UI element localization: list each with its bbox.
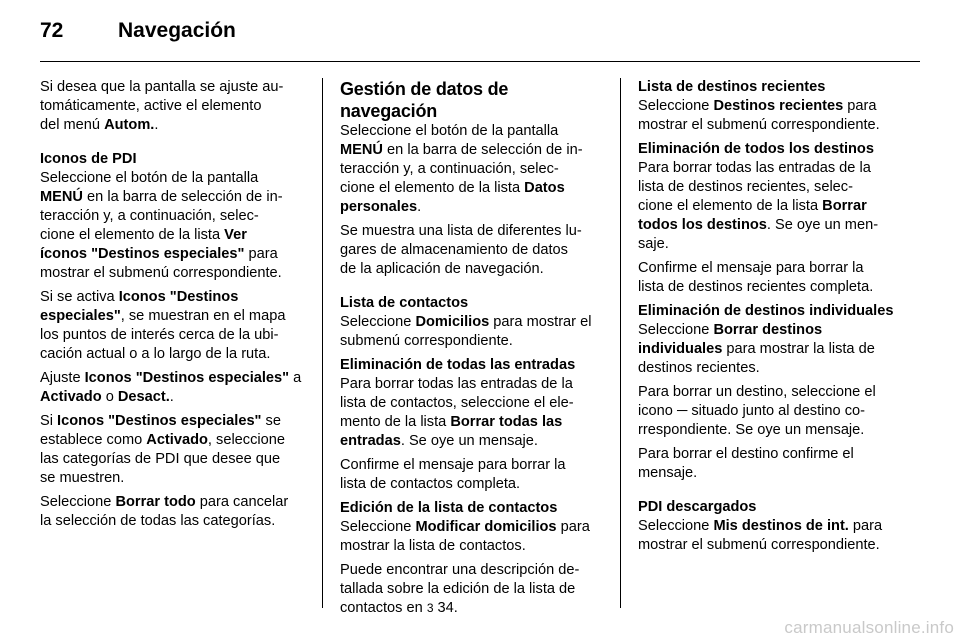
menu-term: Autom. [104, 117, 155, 133]
menu-term: Borrar destinos [713, 322, 823, 338]
text: para cancelar [195, 494, 289, 510]
text: mensaje. [638, 465, 698, 481]
menu-term: Borrar [822, 198, 867, 214]
menu-term: Mis destinos de int. [713, 518, 849, 534]
text: contactos en [340, 600, 427, 616]
page-number: 72 [40, 19, 64, 42]
text: gares de almacenamiento de datos [340, 242, 568, 258]
heading-poi-icons: Iconos de PDI [40, 151, 137, 167]
text: para [843, 98, 877, 114]
text: submenú correspondiente. [340, 333, 513, 349]
menu-term: entradas [340, 433, 401, 449]
menu-term: Modificar domicilios [415, 519, 557, 535]
menu-term: MENÚ [40, 189, 83, 205]
text: mostrar el submenú correspondiente. [40, 265, 282, 281]
paragraph-confirm-one [638, 445, 908, 483]
text: cación actual o a lo largo de la ruta. [40, 346, 271, 362]
paragraph-delete-individual [638, 321, 908, 378]
paragraph-edit-reference [340, 561, 606, 618]
text: mostrar la lista de contactos. [340, 538, 526, 554]
text: . [169, 389, 174, 405]
text: . Se oye un mensaje. [400, 433, 538, 449]
column-divider-right [620, 78, 621, 608]
paragraph-poi-activate [40, 288, 308, 364]
watermark: carmanualsonline.info [784, 618, 954, 637]
text: teracción y, a continuación, selec- [340, 161, 559, 177]
text: o [101, 389, 118, 405]
paragraph-poi-clear [40, 493, 308, 531]
text: Seleccione el botón de la pantalla [40, 170, 259, 186]
text: . [154, 117, 159, 133]
heading-downloaded-poi: PDI descargados [638, 499, 757, 515]
heading-edit-contacts: Edición de la lista de contactos [340, 500, 558, 516]
text: . [417, 199, 422, 215]
text: para [244, 246, 278, 262]
text: la selección de todas las categorías. [40, 513, 276, 529]
text: , se muestran en el mapa [120, 308, 286, 324]
menu-term: todos los destinos [638, 217, 767, 233]
text: Seleccione [638, 98, 714, 114]
text: en la barra de selección de in- [82, 189, 283, 205]
text: mostrar el submenú correspondiente. [638, 117, 880, 133]
text: las categorías de PDI que desee que [40, 451, 281, 467]
text: situado junto al destino co- [687, 403, 865, 419]
text: saje. [638, 236, 669, 252]
minus-icon: ─ [676, 403, 688, 419]
menu-term: Borrar todo [115, 494, 196, 510]
text: Ajuste [40, 370, 85, 386]
text: tallada sobre la edición de la lista de [340, 581, 576, 597]
text: establece como [40, 432, 147, 448]
text: Se muestra una lista de diferentes lu- [340, 223, 582, 239]
heading-contact-list: Lista de contactos [340, 295, 469, 311]
page-reference-icon: 3 [426, 601, 434, 615]
text: teracción y, a continuación, selec- [40, 208, 259, 224]
paragraph-delete-all-destinations [638, 159, 908, 254]
text: rrespondiente. Se oye un mensaje. [638, 422, 865, 438]
text: Seleccione [638, 322, 714, 338]
text: Seleccione [340, 314, 416, 330]
text: lista de destinos recientes completa. [638, 279, 874, 295]
text: tomáticamente, active el elemento [40, 98, 262, 114]
text: Confirme el mensaje para borrar la [638, 260, 864, 276]
text: lista de contactos completa. [340, 476, 521, 492]
paragraph-contact-list [340, 313, 606, 351]
paragraph-downloaded-poi [638, 517, 908, 555]
page-reference: 34. [433, 600, 458, 616]
text: Puede encontrar una descripción de- [340, 562, 580, 578]
menu-term: Iconos "Destinos especiales" [57, 413, 262, 429]
paragraph-poi-categories [40, 412, 308, 488]
paragraph-confirm-contacts [340, 456, 606, 494]
column-2 [340, 78, 606, 623]
text: mento de la lista [340, 414, 451, 430]
menu-term: Domicilios [415, 314, 490, 330]
menu-term: personales [340, 199, 418, 215]
text: los puntos de interés cerca de la ubi- [40, 327, 279, 343]
menu-term: Destinos recientes [713, 98, 844, 114]
text: para mostrar el [489, 314, 592, 330]
heading-data-management: Gestión de datos de navegación [340, 79, 509, 121]
heading-delete-individual: Eliminación de destinos individuales [638, 303, 894, 319]
text: Si desea que la pantalla se ajuste au- [40, 79, 284, 95]
text: Seleccione [340, 519, 416, 535]
menu-term: Ver [224, 227, 247, 243]
paragraph-data-select [340, 122, 606, 217]
paragraph-delete-one [638, 383, 908, 440]
menu-term: Iconos "Destinos especiales" [84, 370, 290, 386]
text: . Se oye un men- [766, 217, 879, 233]
menu-term: Activado [40, 389, 102, 405]
text: para mostrar la lista de [722, 341, 875, 357]
text: Para borrar todas las entradas de la [340, 376, 573, 392]
text: cione el elemento de la lista [40, 227, 225, 243]
text: lista de destinos recientes, selec- [638, 179, 853, 195]
page-title: Navegación [118, 19, 236, 42]
text: lista de contactos, seleccione el ele- [340, 395, 574, 411]
heading-delete-all-destinations: Eliminación de todos los destinos [638, 141, 874, 157]
paragraph-poi-select [40, 169, 308, 283]
text: cione el elemento de la lista [638, 198, 823, 214]
menu-term: especiales" [40, 308, 121, 324]
text: Seleccione el botón de la pantalla [340, 123, 559, 139]
text: mostrar el submenú correspondiente. [638, 537, 880, 553]
text: para [556, 519, 590, 535]
menu-term: Activado [146, 432, 208, 448]
menu-term: Datos [524, 180, 565, 196]
menu-term: Iconos "Destinos [118, 289, 239, 305]
text: a [289, 370, 302, 386]
text: icono [638, 403, 677, 419]
page-header [40, 18, 920, 44]
menu-term: MENÚ [340, 142, 383, 158]
paragraph-delete-all-entries [340, 375, 606, 451]
text: cione el elemento de la lista [340, 180, 525, 196]
paragraph-storage-list [340, 222, 606, 279]
text: de la aplicación de navegación. [340, 261, 544, 277]
text: Si se activa [40, 289, 119, 305]
heading-recent-destinations: Lista de destinos recientes [638, 79, 826, 95]
text: en la barra de selección de in- [382, 142, 583, 158]
paragraph-poi-adjust [40, 369, 308, 407]
text: Seleccione [638, 518, 714, 534]
text: , seleccione [207, 432, 285, 448]
text: se [261, 413, 281, 429]
header-rule [40, 61, 920, 62]
text: del menú [40, 117, 105, 133]
paragraph-recent-destinations [638, 97, 908, 135]
text: Para borrar un destino, seleccione el [638, 384, 876, 400]
paragraph-confirm-destinations [638, 259, 908, 297]
text: destinos recientes. [638, 360, 760, 376]
text: para [848, 518, 883, 534]
text: Para borrar todas las entradas de la [638, 160, 871, 176]
menu-term: Desact. [117, 389, 170, 405]
menu-term: Borrar todas las [450, 414, 563, 430]
column-1 [40, 78, 308, 536]
text: se muestren. [40, 470, 125, 486]
menu-term: individuales [638, 341, 723, 357]
text: Si [40, 413, 58, 429]
paragraph-auto-adjust [40, 78, 308, 135]
text: Confirme el mensaje para borrar la [340, 457, 566, 473]
heading-delete-all-entries: Eliminación de todas las entradas [340, 357, 576, 373]
paragraph-edit-contacts [340, 518, 606, 556]
column-3 [638, 78, 908, 560]
column-divider-left [322, 78, 323, 608]
text: Para borrar el destino confirme el [638, 446, 854, 462]
text: Seleccione [40, 494, 116, 510]
menu-term: íconos "Destinos especiales" [40, 246, 245, 262]
